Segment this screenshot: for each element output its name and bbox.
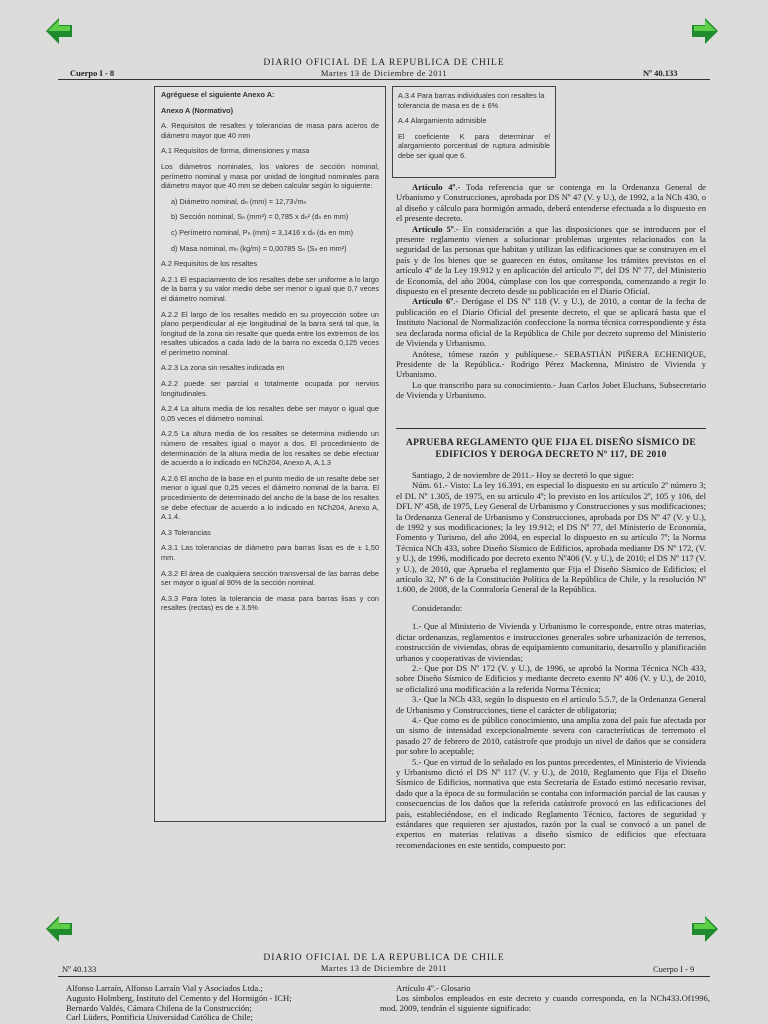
page-header (200, 58, 568, 78)
annex-paragraph: A.2.2 El largo de los resaltes medido en su proyección sobre un plano perpendicular al eje longitudinal de la barra será tal que, la longitud de la zona sin resalte que queda entre los extremos de los resaltes ubicados a cada lado de la barra no exceda 0,125 veces el perímetro nominal. (161, 309, 379, 357)
nav-arrow-icon[interactable] (690, 914, 720, 944)
annex-paragraph: A. Requisitos de resaltes y tolerancias de masa para aceros de diámetro mayor que 40 mm (161, 121, 379, 140)
page-section: Cuerpo I - 9 (653, 964, 695, 974)
annex-paragraph: A.1 Requisitos de forma, dimensiones y masa (161, 146, 310, 156)
annex-paragraph: A.3.1 Las tolerancias de diámetro para barras lisas es de ± 1,50 mm. (161, 543, 379, 562)
panel-members (66, 984, 366, 1023)
considerando-item: 5.- Que en virtud de lo señalado en los puntos precedentes, el Ministerio de Vivienda y Urbanismo dictó el DS Nº 117 (V. y U.), de 2010, Reglamento que Fija el Diseño Sísmico de Edificios, normativa que esta Secretaría de Estado estimó necesario revisar, dado que a la época de su formulación se contaba con información parcial de las causas y consecuencias de los daños que la referida catástrofe provocó en las edificaciones del país, estableciéndose, en el indicado Reglamento Técnico, factores de seguridad y estándares que requieren ser ajustados, razón por la cual se convocó a un panel de expertos en materias relativas a diseño sísmico de edificios que efectuara recomendaciones en este sentido, compuesto por: (396, 756, 706, 850)
decree-visto: Núm. 61.- Visto: La ley 16.391, en especial lo dispuesto en su artículo 2º número 3; el DL Nº 1.305, de 1975, en su artículo 4º; lo previsto en los artículos 2º, 105 y 106, del DFL Nº 458, de 1975, Ley General de Urbanismo y Construcciones y sus modificaciones; la Ordenanza General de Urbanismo y Construcciones, aprobada por DS Nº 47 (V. y U.), de 1992 y sus modificaciones; la ley 19.912; el DS Nº 77, del Ministerio de Economía, Fomento y Turismo, del año 2004, en especial lo dispuesto en su artículo 7º; la Norma Técnica NCh 433, sobre Diseño Sísmico de Edificios, aprobada mediante DS Nº 172, (V. y U.), de 1996, modificado por decreto exento Nº406 (V. y U.), de 2010; el DS Nº 117 (V. y U.), de 2010, que Aprueba el reglamento que Fija el Diseño Sísmico de Edificios; el artículo 32, Nº 6 de la Constitución Política de la República de Chile, y la resolución Nº 1.600, de 2008, de la Contraloría General de la República. (396, 480, 706, 595)
nav-arrow-icon[interactable] (44, 914, 74, 944)
annex-paragraph: A.3.3 Para lotes la tolerancia de masa para barras lisas y con resaltes (rectas) es de ± 3.5% (161, 593, 379, 613)
considerando-item: 3.- Que la NCh 433, según lo dispuesto en el artículo 5.5.7, de la Ordenanza General de Urbanismo y Construcciones, tiene el carácter de obligatoria; (396, 694, 706, 715)
annex-heading: Anexo A (Normativo) (161, 105, 234, 115)
section-divider (396, 428, 706, 429)
header-divider (58, 976, 710, 977)
page-header (200, 953, 568, 973)
panel-member: Alfonso Larraín, Alfonso Larraín Vial y Asociados Ltda.; (66, 983, 263, 993)
glossary-heading: Artículo 4º.- Glosario (396, 983, 471, 993)
decree-date: Santiago, 2 de noviembre de 2011.- Hoy se decretó lo que sigue: (412, 470, 634, 480)
header-divider (58, 79, 710, 80)
issue-date: Martes 13 de Diciembre de 2011 (320, 963, 448, 973)
annex-box-continued (392, 86, 556, 178)
glossary-text: Los símbolos empleados en este decreto y cuando corresponda, en la NCh433.Of1996, mod. 2009, tendrán el siguiente significado: (380, 992, 710, 1013)
article-4 (396, 182, 706, 224)
issue-number: Nº 40.133 (643, 68, 678, 78)
issue-number: Nº 40.133 (62, 964, 97, 974)
transcription-paragraph: Lo que transcribo para su conocimiento.- Juan Carlos Jobet Eluchans, Subsecretario de Vivienda y Urbanismo. (396, 379, 706, 401)
considerando-item: 2.- Que por DS Nº 172 (V. y U.), de 1996, se aprobó la Norma Técnica NCh 433, sobre Diseño Sísmico de Edificios y mediante decreto exento Nº 406 (V. y U.), de 2010, se oficializó una modificación a la referida Norma Técnica; (396, 662, 706, 694)
annex-paragraph: A.2.3 La zona sin resaltes indicada en (161, 363, 285, 373)
formula-item: c) Perímetro nominal, Pₙ (mm) = 3,1416 x dₙ (dₙ en mm) (171, 227, 354, 237)
article-heading: Artículo 6º (412, 296, 454, 307)
articles-block (396, 182, 706, 401)
formula-item: d) Masa nominal, mₙ (kg/m) = 0,00785 Sₙ (Sₙ en mm²) (171, 243, 347, 253)
annex-paragraph: A.4 Alargamiento admisible (398, 116, 487, 126)
page-section: Cuerpo I - 8 (70, 68, 115, 78)
considerando-item: 4.- Que como es de público conocimiento, una amplia zona del país fue afectada por un sismo de intensidad excepcionalmente severa con características de terremoto el pasado 27 de febrero de 2010, catástrofe que produjo un nivel de daños que se considera por sobre lo aceptable; (396, 714, 706, 757)
article-text: .- Toda referencia que se contenga en la Ordenanza General de Urbanismo y Construcciones, aprobada por DS Nº 47 (V. y U.), de 1992, a la NCh 430, o al diseño y cálculo para hormigón armado, deberá entenderse efectuada a lo dispuesto en el presente decreto. (396, 182, 706, 224)
annex-intro: Agréguese el siguiente Anexo A: (161, 90, 275, 99)
newspaper-title: DIARIO OFICIAL DE LA REPUBLICA DE CHILE (263, 58, 505, 68)
annex-box (154, 86, 386, 822)
newspaper-title: DIARIO OFICIAL DE LA REPUBLICA DE CHILE (263, 953, 505, 963)
glossary-block (380, 984, 710, 1013)
annex-paragraph: A.3 Tolerancias (161, 527, 211, 537)
panel-member: Bernardo Valdés, Cámara Chilena de la Construcción; (66, 1002, 252, 1013)
annex-paragraph: A.2.6 El ancho de la base en el punto medio de un resalte debe ser menor o igual que 0,25 veces el diámetro nominal de la barra. El procedimiento de determinado del ancho de la base de los resaltes se debe efectuar de acuerdo a lo indicado en NCh204, Anexo A, A.1.4. (161, 473, 379, 522)
issue-date: Martes 13 de Diciembre de 2011 (320, 68, 448, 78)
annex-paragraph: A.3.4 Para barras individuales con resaltes la tolerancia de masa es de ± 6% (398, 91, 545, 110)
article-text: .- Derógase el DS Nº 118 (V. y U.), de 2010, a contar de la fecha de publicación en el Diario Oficial del presente decreto, el que se aplicará hasta que el Instituto Nacional de Normalización confeccione la norma técnica correspondiente y ésta sea declarada norma oficial de la República de Chile por decreto supremo del Ministerio de Vivienda y Urbanismo. (396, 296, 706, 349)
annex-paragraph: A.2.5 La altura media de los resaltes se determina midiendo un número de resaltes igual o mayor a dos. El procedimiento de determinación de la altura media de los resaltes se debe efectuar de acuerdo a lo indicado en NCh204, Anexo A, A.1.3 (161, 429, 379, 468)
annex-paragraph: A.3.2 El área de cualquiera sección transversal de las barras debe ser mayor o igual al 90% de la sección nominal. (161, 568, 379, 588)
article-heading: Artículo 5º (412, 223, 454, 234)
panel-member: Carl Lüders, Pontificia Universidad Católica de Chile; (66, 1012, 253, 1023)
considerando-heading: Considerando: (412, 602, 463, 613)
article-heading: Artículo 4º (412, 182, 456, 192)
nav-arrow-icon[interactable] (690, 16, 720, 46)
panel-member: Augusto Holmberg, Instituto del Cemento y del Hormigón - ICH; (66, 992, 292, 1003)
article-6 (396, 296, 706, 348)
article-text: .- En consideración a que las disposiciones que se introducen por el presente reglamento vienen a solucionar problemas urgentes relacionados con la seguridad de las personas que habitan y utilizan las edificaciones que se construyen en el país y de los bienes que se guarecen en éstos, omítanse los trámites previstos en el artículo 4º de la Ley 19.912 y en aplicación del artículo 7º, del DS Nº 77, del Ministerio de Economía, del año 2004, cúmplase con los que corresponda, comenzando a regir lo dispuesto en el presente decreto desde su publicación en el Diario Oficial. (396, 223, 706, 297)
article-5 (396, 224, 706, 297)
signature-paragraph: Anótese, tómese razón y publíquese.- SEBASTIÁN PIÑERA ECHENIQUE, Presidente de la República.- Rodrigo Pérez Mackenna, Ministro de Vivienda y Urbanismo. (396, 348, 706, 380)
annex-paragraph: Los diámetros nominales, los valores de sección nominal, perímetro nominal y masa por unidad de longitud nominales para diámetro mayor que 40 mm se deben calcular según lo siguiente: (161, 161, 379, 191)
annex-paragraph: A.2.4 La altura media de los resaltes debe ser mayor o igual que 0,05 veces el diámetro nominal. (161, 404, 379, 423)
nav-arrow-icon[interactable] (44, 16, 74, 46)
annex-paragraph: A.2.1 El espaciamiento de los resaltes debe ser uniforme a lo largo de la barra y su valor medio debe ser menor o igual que 0,7 veces el diámetro nominal. (161, 274, 379, 303)
annex-paragraph: A.2 Requisitos de los resaltes (161, 259, 258, 269)
annex-paragraph: El coeficiente K para determinar el alargamiento porcentual de ruptura admisible debe ser igual que 6. (398, 131, 550, 160)
annex-paragraph: A.2.2 puede ser parcial o totalmente ocupada por nervios longitudinales. (161, 379, 379, 398)
formula-item: b) Sección nominal, Sₙ (mm²) = 0,785 x dₙ² (dₙ en mm) (171, 212, 349, 222)
formula-item: a) Diámetro nominal, dₙ (mm) = 12,73√mₙ (171, 196, 307, 206)
decree-body (396, 470, 706, 850)
considerando-item: 1.- Que al Ministerio de Vivienda y Urbanismo le corresponde, entre otras materias, dictar ordenanzas, reglamentos e instrucciones generales sobre urbanización de terrenos, construcción de viviendas, obras de equipamiento comunitario, desarrollo y planificación urbanos y cooperativas de viviendas; (396, 621, 706, 663)
decree-title: APRUEBA REGLAMENTO QUE FIJA EL DISEÑO SÍSMICO DE EDIFICIOS Y DEROGA DECRETO Nº 117, DE 2010 (405, 438, 697, 460)
